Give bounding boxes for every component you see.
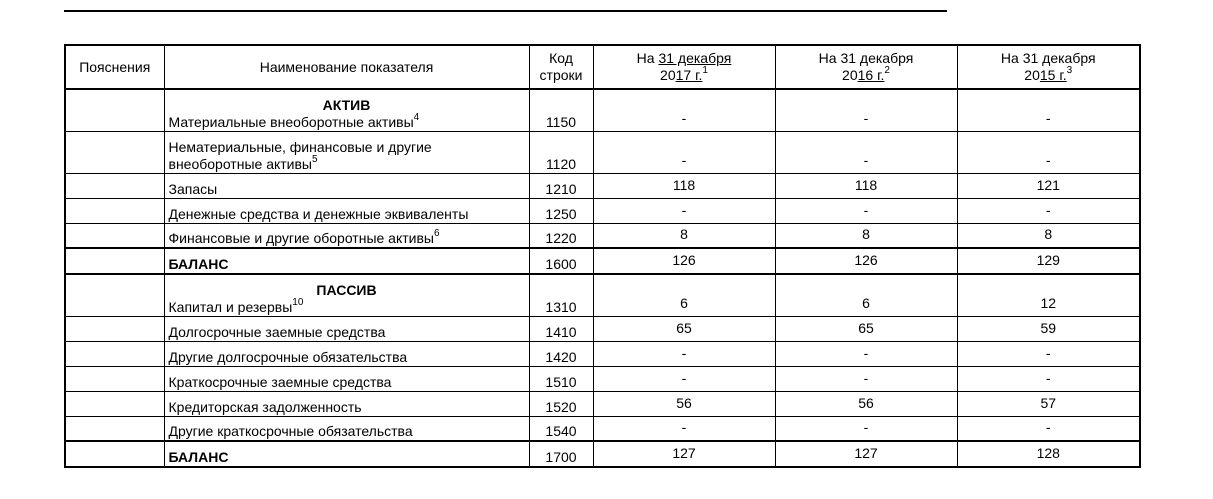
indicator-name: Запасы <box>168 180 218 197</box>
notes-cell <box>65 198 164 223</box>
notes-cell <box>65 341 164 366</box>
table-row <box>65 131 1140 173</box>
line-code-cell: 1420 <box>529 341 593 366</box>
header-2016-pre: На 31 декабря <box>818 50 914 66</box>
header-2016 <box>775 45 957 89</box>
notes-cell <box>65 366 164 391</box>
table-row <box>65 391 1140 416</box>
notes-cell <box>65 391 164 416</box>
value-2015-cell: - <box>957 198 1140 223</box>
indicator-name-cell <box>164 441 529 467</box>
value-2016-cell: 126 <box>775 248 957 274</box>
header-2017-suffix: г. <box>691 67 703 83</box>
header-2016-year-a: 20 <box>842 67 858 83</box>
indicator-name-cell <box>164 223 529 248</box>
table-row <box>65 198 1140 223</box>
header-2017-year-b: 17 <box>675 67 692 83</box>
header-2016-year-b: 16 <box>857 67 874 83</box>
value-2015-cell: - <box>957 416 1140 441</box>
header-line-code <box>529 45 593 89</box>
indicator-name: Другие краткосрочные обязательства <box>168 423 413 439</box>
value-2015-cell: 12 <box>957 274 1140 316</box>
value-2017-cell: - <box>593 416 775 441</box>
line-code-cell: 1210 <box>529 173 593 198</box>
header-2017-date: 31 декабря <box>658 50 732 66</box>
balance-sheet-table <box>64 44 1141 468</box>
value-2015-cell: - <box>957 131 1140 173</box>
value-2016-cell: 127 <box>775 441 957 467</box>
value-2016-cell: 6 <box>775 274 957 316</box>
value-2016-cell: 118 <box>775 173 957 198</box>
notes-cell <box>65 173 164 198</box>
notes-cell <box>65 89 164 131</box>
indicator-name-cell <box>164 173 529 198</box>
line-code-cell: 1600 <box>529 248 593 274</box>
header-2017-year-a: 20 <box>660 67 676 83</box>
indicator-name-cell <box>164 131 529 173</box>
indicator-name: Краткосрочные заемные средства <box>168 373 392 390</box>
value-2017-cell: 126 <box>593 248 775 274</box>
indicator-name: Долгосрочные заемные средства <box>168 323 386 340</box>
line-code-cell: 1310 <box>529 274 593 316</box>
indicator-name: БАЛАНС <box>168 256 229 272</box>
value-2015-cell: 128 <box>957 441 1140 467</box>
value-2017-cell: - <box>593 366 775 391</box>
header-2015-footnote: 3 <box>1066 65 1073 77</box>
line-code-cell: 1150 <box>529 89 593 131</box>
header-2015-year-b: 15 <box>1039 67 1056 83</box>
header-code-line2: строки <box>539 67 583 83</box>
line-code-cell: 1540 <box>529 416 593 441</box>
indicator-name-cell <box>164 341 529 366</box>
indicator-name-cell <box>164 416 529 441</box>
notes-cell <box>65 441 164 467</box>
notes-cell <box>65 274 164 316</box>
header-notes: Пояснения <box>65 45 164 89</box>
header-2017-footnote: 1 <box>702 65 708 77</box>
header-2015 <box>957 45 1140 89</box>
footnote-mark: 5 <box>312 153 318 165</box>
table-row <box>65 441 1140 467</box>
value-2017-cell: - <box>593 198 775 223</box>
indicator-name: Капитал и резервы <box>168 298 293 315</box>
table-row <box>65 248 1140 274</box>
indicator-name: Нематериальные, финансовые и другие внеоборотные активы <box>168 138 432 172</box>
indicator-name-cell <box>164 198 529 223</box>
top-rule <box>64 10 947 12</box>
header-2016-footnote: 2 <box>884 65 890 77</box>
indicator-name: Материальные внеоборотные активы <box>168 113 414 130</box>
footnote-mark: 6 <box>433 228 440 240</box>
value-2017-cell: 127 <box>593 441 775 467</box>
value-2016-cell: - <box>775 416 957 441</box>
value-2017-cell: - <box>593 89 775 131</box>
value-2016-cell: - <box>775 131 957 173</box>
indicator-name: Кредиторская задолженность <box>168 398 362 415</box>
value-2017-cell: 56 <box>593 391 775 416</box>
value-2015-cell: - <box>957 89 1140 131</box>
table-row <box>65 274 1140 316</box>
value-2017-cell: - <box>593 131 775 173</box>
value-2016-cell: 56 <box>775 391 957 416</box>
header-2017-pre: На <box>636 50 659 66</box>
footnote-mark: 10 <box>292 296 304 308</box>
line-code-cell: 1120 <box>529 131 593 173</box>
line-code-cell: 1700 <box>529 441 593 467</box>
header-2015-pre: На 31 декабря <box>1000 50 1096 66</box>
indicator-name-cell <box>164 316 529 341</box>
table-row <box>65 316 1140 341</box>
value-2015-cell: 121 <box>957 173 1140 198</box>
footnote-mark: 4 <box>413 111 420 123</box>
line-code-cell: 1250 <box>529 198 593 223</box>
table-header-row <box>65 45 1140 89</box>
value-2015-cell: 8 <box>957 223 1140 248</box>
table-row <box>65 173 1140 198</box>
notes-cell <box>65 316 164 341</box>
indicator-name: Другие долгосрочные обязательства <box>168 348 408 365</box>
header-2016-suffix: г. <box>873 67 885 83</box>
value-2016-cell: 65 <box>775 316 957 341</box>
indicator-name-cell <box>164 366 529 391</box>
value-2015-cell: 129 <box>957 248 1140 274</box>
section-heading: ПАССИВ <box>316 281 377 298</box>
notes-cell <box>65 416 164 441</box>
notes-cell <box>65 223 164 248</box>
header-2017 <box>593 45 775 89</box>
value-2017-cell: 118 <box>593 173 775 198</box>
value-2017-cell: 6 <box>593 274 775 316</box>
notes-cell <box>65 131 164 173</box>
table-row <box>65 223 1140 248</box>
line-code-cell: 1520 <box>529 391 593 416</box>
indicator-name-cell <box>164 274 529 316</box>
value-2016-cell: - <box>775 198 957 223</box>
value-2015-cell: 59 <box>957 316 1140 341</box>
value-2017-cell: 65 <box>593 316 775 341</box>
indicator-name: Финансовые и другие оборотные активы <box>168 230 434 246</box>
value-2015-cell: - <box>957 366 1140 391</box>
section-heading: АКТИВ <box>322 96 371 113</box>
indicator-name-cell <box>164 391 529 416</box>
line-code-cell: 1220 <box>529 223 593 248</box>
table-row <box>65 341 1140 366</box>
header-code-line1: Код <box>549 50 573 66</box>
value-2016-cell: - <box>775 89 957 131</box>
notes-cell <box>65 248 164 274</box>
value-2016-cell: 8 <box>775 223 957 248</box>
header-2015-suffix: г. <box>1055 67 1067 83</box>
value-2016-cell: - <box>775 341 957 366</box>
table-row <box>65 89 1140 131</box>
indicator-name: БАЛАНС <box>168 449 229 465</box>
indicator-name-cell <box>164 89 529 131</box>
value-2015-cell: - <box>957 341 1140 366</box>
indicator-name-cell <box>164 248 529 274</box>
table-row <box>65 416 1140 441</box>
table-row <box>65 366 1140 391</box>
indicator-name: Денежные средства и денежные эквиваленты <box>168 205 469 222</box>
header-indicator-name: Наименование показателя <box>164 45 529 89</box>
value-2017-cell: - <box>593 341 775 366</box>
value-2015-cell: 57 <box>957 391 1140 416</box>
line-code-cell: 1410 <box>529 316 593 341</box>
value-2017-cell: 8 <box>593 223 775 248</box>
value-2016-cell: - <box>775 366 957 391</box>
header-2015-year-a: 20 <box>1024 67 1040 83</box>
line-code-cell: 1510 <box>529 366 593 391</box>
